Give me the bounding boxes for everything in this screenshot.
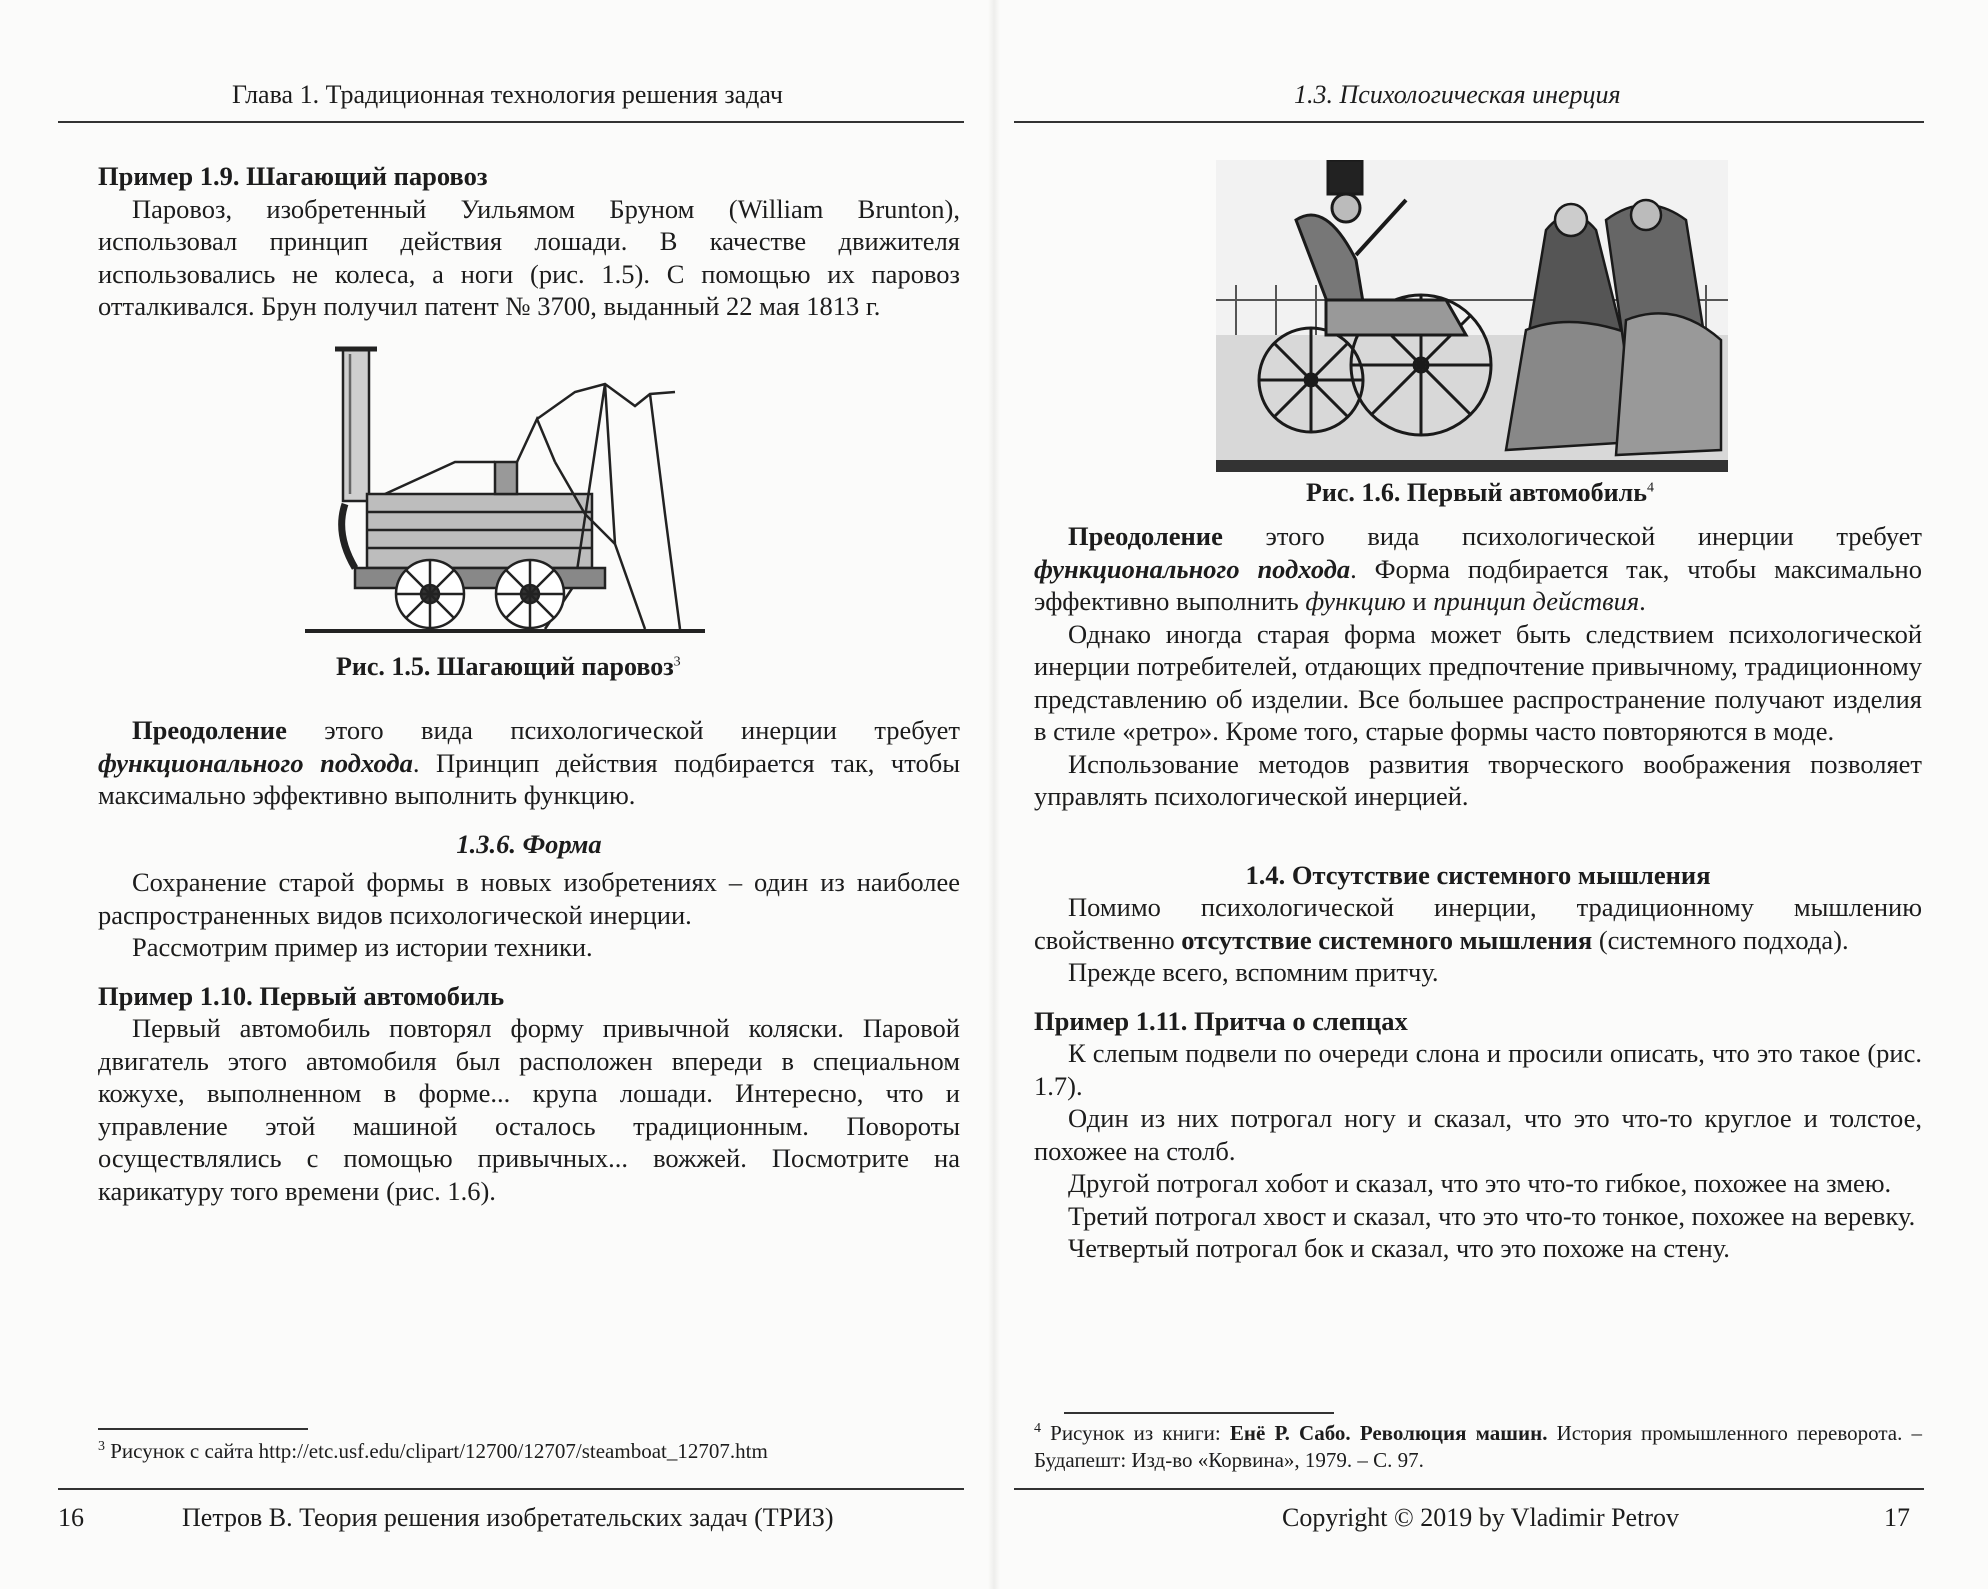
right-footnote-rule — [1064, 1412, 1334, 1414]
example-1-11-title: Пример 1.11. Притча о слепцах — [1034, 1005, 1408, 1036]
left-running-head: Глава 1. Традиционная технология решения задач — [232, 80, 783, 109]
systems-thinking-end: (системного подхода). — [1592, 924, 1849, 955]
right-footnote-post: История промышленного переворота. – Будапешт: Изд-во «Корвина», 1979. – С. 97. — [1034, 1421, 1922, 1472]
section-1-4-heading: 1.4. Отсутствие системного мышления — [1245, 859, 1711, 890]
section-1-3-6-heading: 1.3.6. Форма — [456, 828, 602, 859]
example-1-9-block — [98, 160, 960, 323]
example-1-10-title: Пример 1.10. Первый автомобиль — [98, 980, 505, 1011]
systems-thinking-start: Помимо психологической инерции, традиционному мышлению свойственно — [1034, 892, 1922, 955]
right-page — [994, 0, 1988, 1589]
parable-line-2: Один из них потрогал ногу и сказал, что это что-то круглое и толстое, похожее на столб. — [1034, 1103, 1922, 1166]
left-footer-rule — [58, 1488, 964, 1490]
left-footnote-rule — [98, 1428, 308, 1430]
walking-locomotive-figure — [305, 344, 705, 634]
left-text-block — [98, 714, 960, 1207]
left-header-rule — [58, 121, 964, 123]
right-overcome-and: и — [1405, 586, 1434, 616]
figure-1-6-caption-text: Рис. 1.6. Первый автомобиль — [1306, 478, 1647, 507]
right-functional-approach-term: функционального подхода — [1034, 553, 1351, 584]
example-1-9-title: Пример 1.9. Шагающий паровоз — [98, 161, 488, 191]
overcome-end: . Принцип действия подбирается так, чтобы максимально эффективно выполнить функцию. — [98, 747, 961, 810]
right-overcome-mid2: . Форма подбирается так, чтобы максимально эффективно выполнить — [1034, 553, 1922, 616]
right-footnote-pre: Рисунок из книги: — [1041, 1421, 1230, 1445]
left-page-number: 16 — [58, 1503, 84, 1532]
right-page-number: 17 — [1884, 1503, 1910, 1532]
example-1-10-body: Первый автомобиль повторял форму привычной коляски. Паровой двигатель этого автомобиля был расположен впереди в специальном кожухе, выполненном в форме... крупа лошади. Интересно, что и управление этой машиной осталось традиционным. Повороты осуществлялись с помощью привычных... вожжей. Посмотрите на карикатуру того времени (рис. 1.6). — [98, 1013, 960, 1206]
left-footnote-text: Рисунок с сайта http://etc.usf.edu/clipart/12700/12707/steamboat_12707.htm — [105, 1439, 768, 1463]
parable-line-1: К слепым подвели по очереди слона и просили описать, что это такое (рис. 1.7). — [1034, 1038, 1922, 1101]
principle-term: принцип действия — [1433, 586, 1640, 616]
parable-intro: Прежде всего, вспомним притчу. — [1068, 957, 1439, 987]
overcome-paragraph — [98, 714, 960, 812]
figure-1-6-footnote-ref: 4 — [1646, 480, 1654, 496]
parable-line-3: Другой потрогал хобот и сказал, что это что-то гибкое, похожее на змею. — [1068, 1168, 1892, 1198]
parable-line-4: Третий потрогал хвост и сказал, что это что-то тонкое, похожее на веревку. — [1068, 1200, 1916, 1231]
footer-copyright: Copyright © 2019 by Vladimir Petrov — [1282, 1503, 1679, 1532]
functional-approach-term: функционального подхода — [98, 747, 413, 778]
retro-paragraph: Однако иногда старая форма может быть следствием психологической инерции потребителей, отдающих предпочтение привычному, традиционному представлению об изделии. Все большее распространение получают изделия в стиле «ретро». Кроме того, старые формы часто повторяются в моде. — [1034, 618, 1922, 746]
right-overcome-end: . — [1639, 586, 1646, 616]
figure-1-5-caption — [336, 652, 681, 682]
right-overcome-paragraph — [1034, 520, 1922, 618]
form-paragraph-1: Сохранение старой формы в новых изобретениях – один из наиболее распространенных видов психологической инерции. — [98, 867, 960, 930]
first-automobile-caricature — [1216, 160, 1728, 472]
systems-thinking-paragraph — [1034, 891, 1922, 956]
right-footnote-book-title: Енё Р. Сабо. Революция машин. — [1229, 1421, 1548, 1445]
left-footer-title: Петров В. Теория решения изобретательских задач (ТРИЗ) — [182, 1503, 834, 1532]
overcome-mid: этого вида психологической инерции требует — [286, 715, 960, 745]
right-footer-rule — [1014, 1488, 1924, 1490]
right-overcome-mid: этого вида психологической инерции требует — [1222, 521, 1922, 551]
right-header-rule — [1014, 121, 1924, 123]
figure-1-5-caption-text: Рис. 1.5. Шагающий паровоз — [336, 652, 674, 681]
parable-line-5: Четвертый потрогал бок и сказал, что это похоже на стену. — [1068, 1233, 1730, 1263]
figure-1-5-footnote-ref: 3 — [673, 654, 681, 670]
form-paragraph-2: Рассмотрим пример из истории техники. — [132, 932, 593, 962]
left-footnote-number: 3 — [98, 1439, 105, 1454]
left-footnote — [98, 1438, 958, 1465]
right-text-block — [1034, 520, 1922, 1265]
right-overcome-bold: Преодоление — [1068, 521, 1223, 551]
overcome-bold: Преодоление — [132, 715, 287, 745]
right-footnote-number: 4 — [1034, 1421, 1041, 1436]
right-running-head: 1.3. Психологическая инерция — [1294, 80, 1621, 109]
figure-1-6-caption — [1306, 478, 1654, 508]
systems-thinking-term: отсутствие системного мышления — [1181, 924, 1593, 955]
imagination-paragraph: Использование методов развития творческого воображения позволяет управлять психологической инерцией. — [1034, 748, 1922, 811]
function-term: функцию — [1305, 586, 1406, 616]
right-footnote — [1034, 1420, 1922, 1474]
example-1-9-body: Паровоз, изобретенный Уильямом Бруном (William Brunton), использовал принцип действия лошади. В качестве движителя использовались не колеса, а ноги (рис. 1.5). С помощью их паровоз отталкивался. Брун получил патент № 3700, выданный 22 мая 1813 г. — [98, 193, 960, 321]
